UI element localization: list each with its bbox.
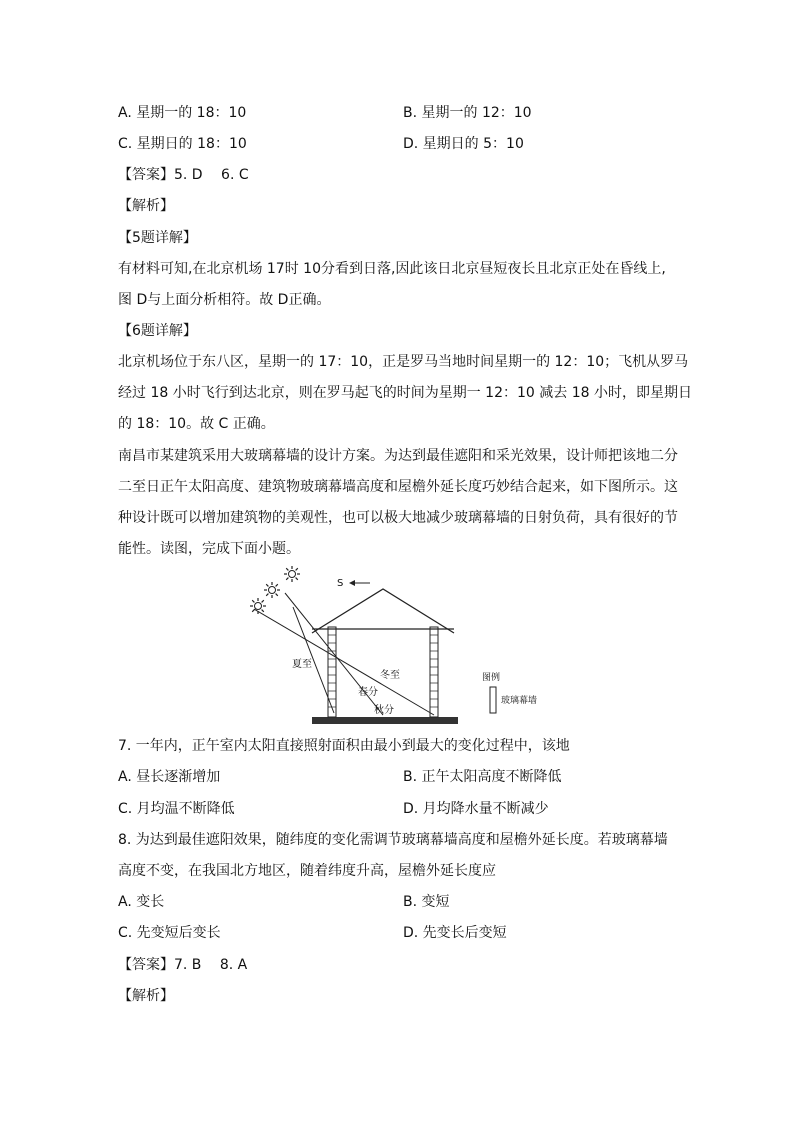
q6-option-b: B. 星期一的 12：10: [403, 105, 532, 121]
legend-glass-wall-icon: [490, 687, 496, 713]
material-line: 南昌市某建筑采用大玻璃幕墙的设计方案。为达到最佳遮阳和采光效果，设计师把该地二分: [118, 448, 678, 464]
q8-stem-line: 8. 为达到最佳遮阳效果，随纬度的变化需调节玻璃幕墙高度和屋檐外延长度。若玻璃幕墙: [118, 832, 668, 848]
q7-option-c: C. 月均温不断降低: [118, 801, 235, 817]
legend-title: 图例: [482, 673, 501, 683]
roof: [312, 589, 454, 633]
q8-option-b: B. 变短: [403, 894, 450, 910]
ground: [312, 717, 458, 724]
q6-option-a: A. 星期一的 18：10: [118, 105, 247, 121]
glass-wall-right: [430, 627, 438, 717]
direction-label: S: [337, 578, 344, 589]
label-autumn: 秋分: [374, 705, 394, 716]
q8-option-d: D. 先变长后变短: [403, 925, 507, 941]
q7-option-d: D. 月均降水量不断减少: [403, 801, 549, 817]
glass-wall-left: [328, 627, 336, 717]
building-sun-figure: [292, 563, 608, 728]
material-line: 种设计既可以增加建筑物的美观性，也可以极大地减少玻璃幕墙的日射负荷，具有很好的节: [118, 510, 678, 526]
q6-option-d: D. 星期日的 5：10: [403, 136, 524, 152]
material-line: 二至日正午太阳高度、建筑物玻璃幕墙高度和屋檐外延长度巧妙结合起来，如下图所示。这: [118, 479, 678, 495]
label-spring: 春分: [358, 687, 378, 698]
q6-option-c: C. 星期日的 18：10: [118, 136, 247, 152]
q6-detail-line: 经过 18 小时飞行到达北京，则在罗马起飞的时间为星期一 12：10 减去 18 小时，即星期日: [118, 385, 692, 401]
legend-item: 玻璃幕墙: [501, 696, 538, 706]
analysis-label: 【解析】: [118, 198, 174, 214]
answer-7-8: 【答案】7. B 8. A: [118, 957, 248, 973]
q5-detail-line: 有材料可知,在北京机场 17时 10分看到日落,因此该日北京昼短夜长且北京正处在昏线上,: [118, 261, 666, 277]
q6-detail-title: 【6题详解】: [118, 323, 197, 339]
q8-option-a: A. 变长: [118, 894, 165, 910]
material-line: 能性。读图，完成下面小题。: [118, 541, 300, 557]
direction-arrow-head: [349, 580, 355, 586]
q5-detail-title: 【5题详解】: [118, 230, 197, 246]
sun-icon: [264, 582, 280, 598]
q7-option-b: B. 正午太阳高度不断降低: [403, 769, 562, 785]
q6-detail-line: 的 18：10。故 C 正确。: [118, 416, 275, 432]
q8-stem-line: 高度不变，在我国北方地区，随着纬度升高，屋檐外延长度应: [118, 863, 496, 879]
q8-option-c: C. 先变短后变长: [118, 925, 221, 941]
q7-stem: 7. 一年内，正午室内太阳直接照射面积由最小到最大的变化过程中，该地: [118, 738, 570, 754]
sun-ray-winter: [254, 609, 434, 715]
label-winter: 冬至: [380, 670, 400, 681]
label-summer: 夏至: [292, 659, 312, 670]
q5-detail-line: 图 D与上面分析相符。故 D正确。: [118, 292, 331, 308]
analysis-label: 【解析】: [118, 988, 174, 1004]
sun-icon: [250, 598, 266, 614]
sun-icon: [284, 566, 300, 582]
answer-5-6: 【答案】5. D 6. C: [118, 167, 249, 183]
q6-detail-line: 北京机场位于东八区，星期一的 17：10，正是罗马当地时间星期一的 12：10；飞机从罗马: [118, 354, 689, 370]
q7-option-a: A. 昼长逐渐增加: [118, 769, 221, 785]
